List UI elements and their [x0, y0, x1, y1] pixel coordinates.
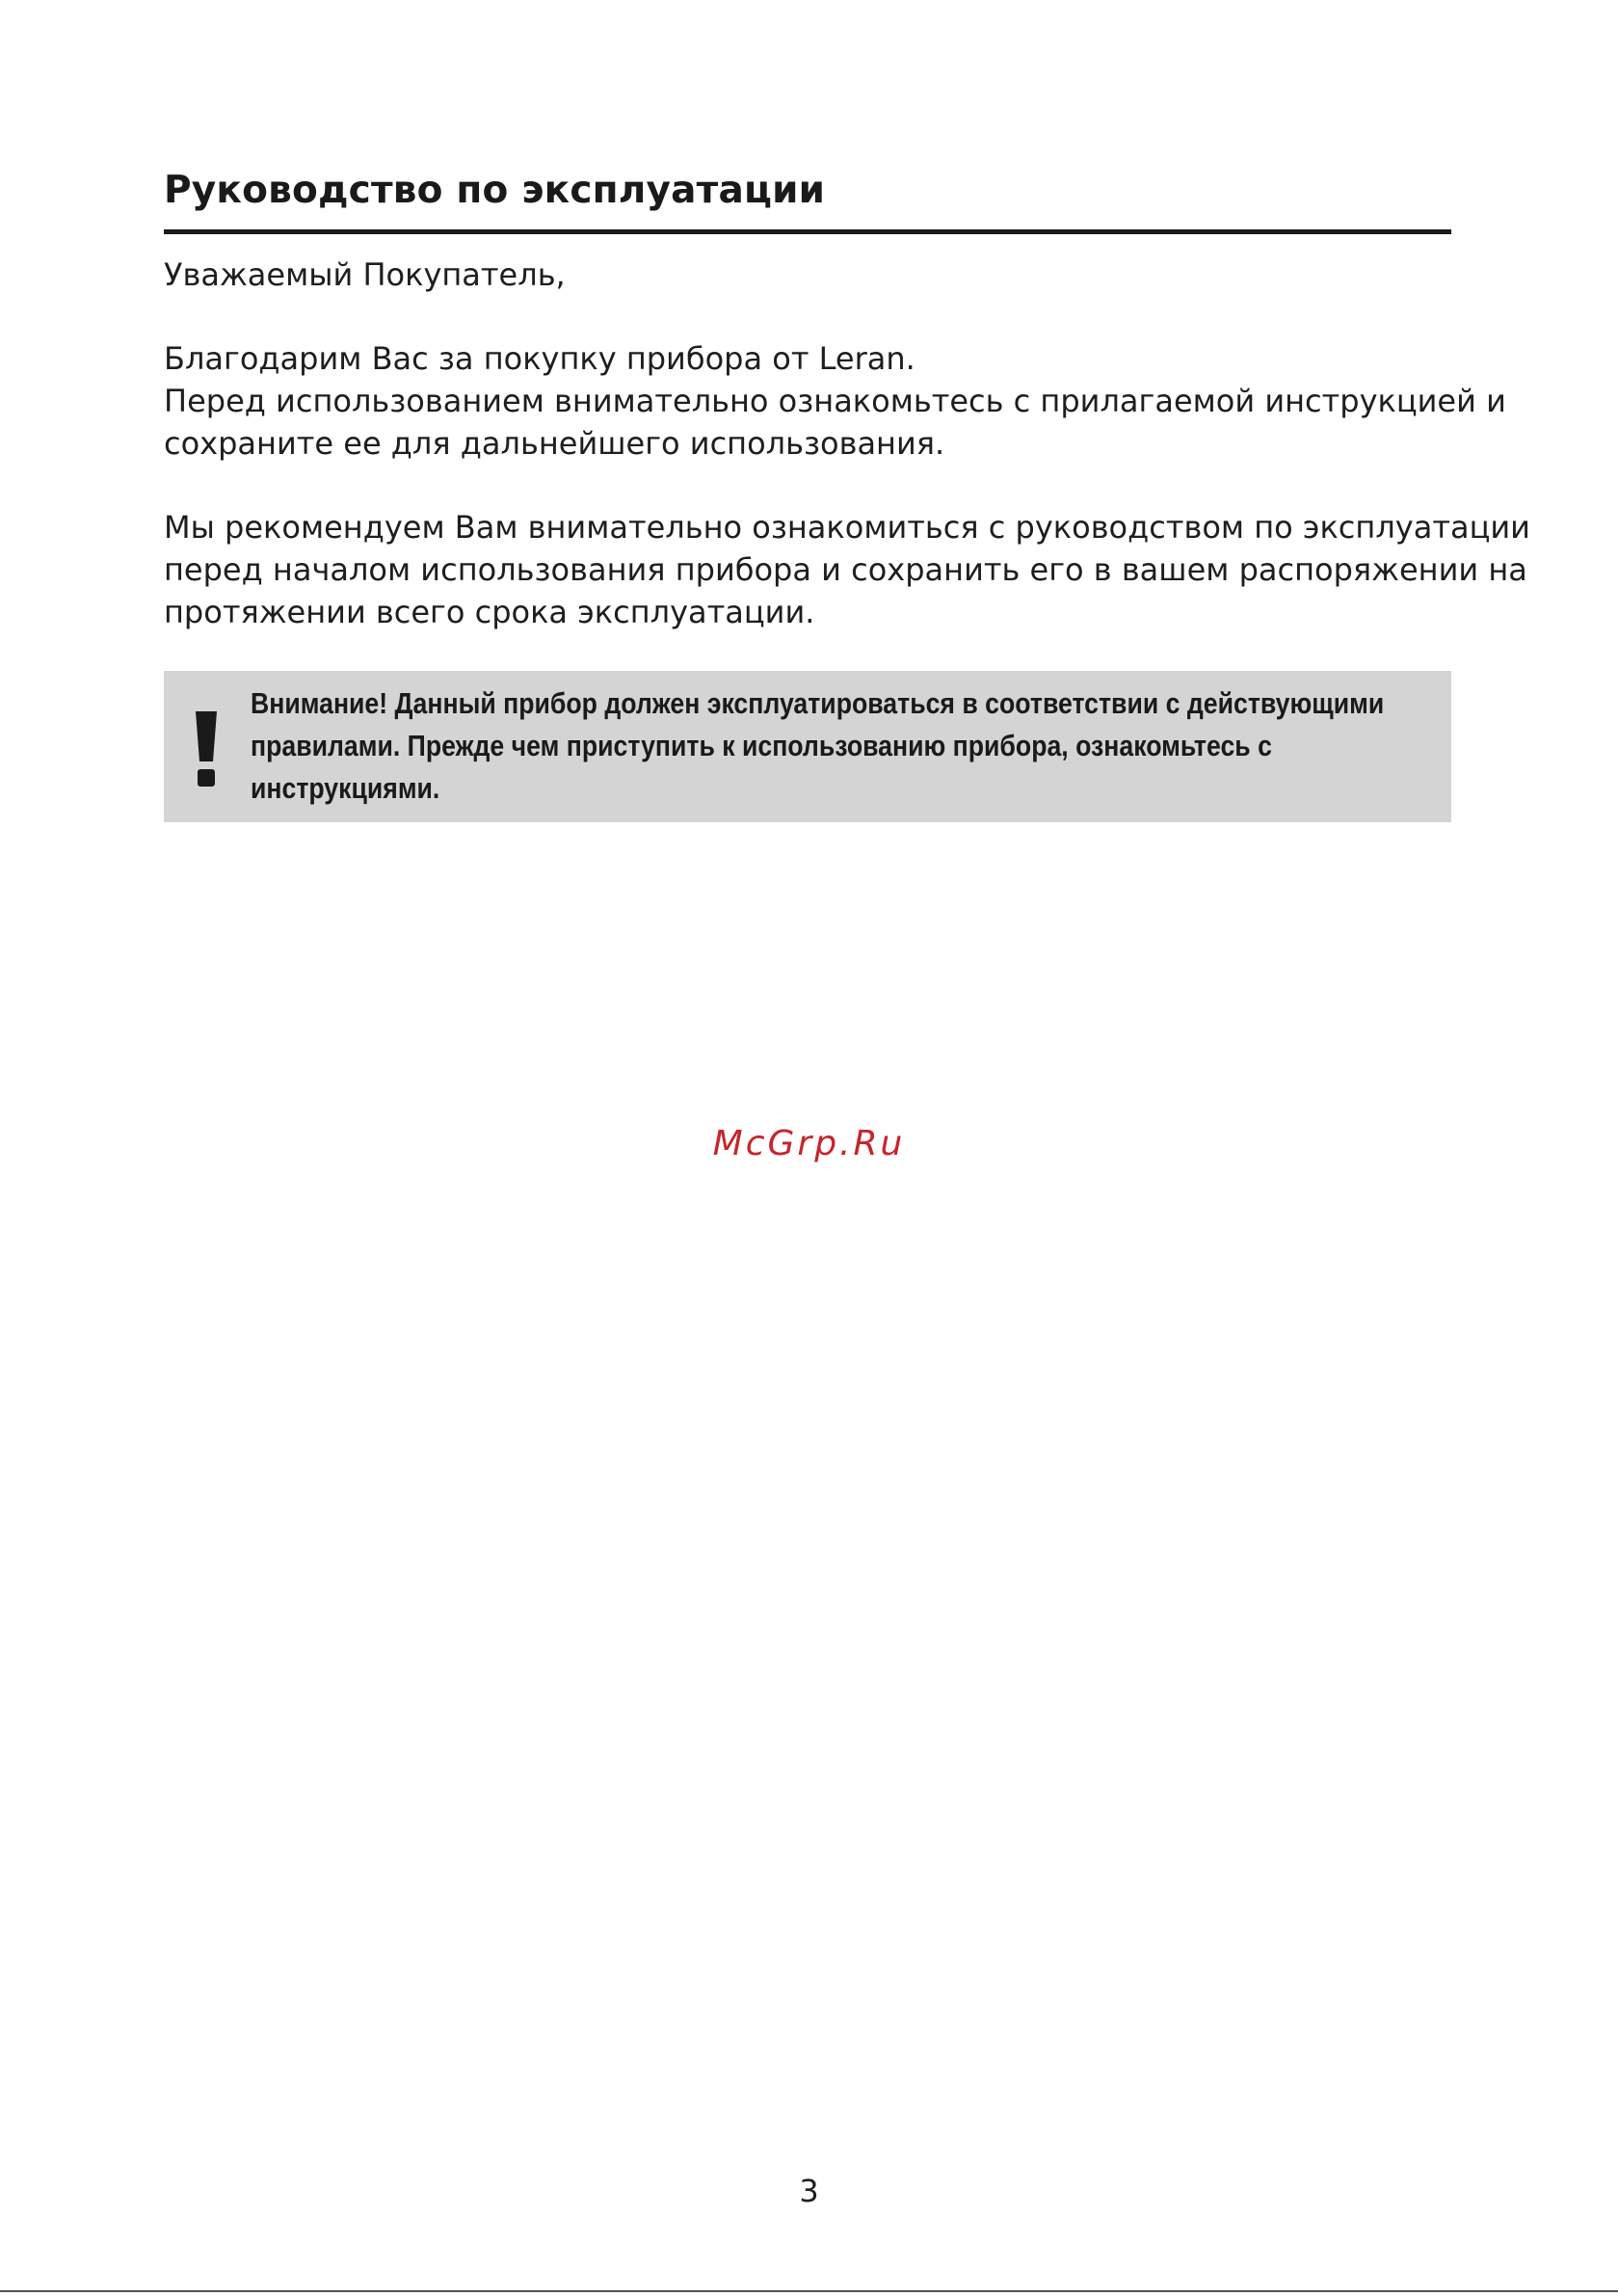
exclamation-icon — [193, 711, 220, 787]
paragraph-line: перед началом использования прибора и сохранить его в вашем распоряжении на — [164, 551, 1527, 588]
bottom-border — [0, 2290, 1618, 2292]
warning-line: Внимание! Данный прибор должен эксплуатироваться в соответствии с действующими — [251, 686, 1385, 720]
paragraph-line: Перед использованием внимательно ознакомьтесь с прилагаемой инструкцией и — [164, 383, 1506, 419]
paragraph-thanks — [164, 337, 1506, 465]
paragraph-line: Благодарим Вас за покупку прибора от Leran. — [164, 340, 915, 377]
paragraph-line: Мы рекомендуем Вам внимательно ознакомиться с руководством по эксплуатации — [164, 509, 1530, 546]
watermark: McGrp.Ru — [712, 1124, 906, 1163]
warning-box — [164, 671, 1451, 822]
paragraph-recommend — [164, 506, 1530, 633]
page-content — [164, 164, 1530, 822]
page-title: Руководство по эксплуатации — [164, 164, 1451, 234]
page-number: 3 — [799, 2173, 819, 2209]
warning-line: инструкциями. — [251, 771, 440, 805]
warning-text — [251, 682, 1394, 810]
paragraph-line: сохраните ее для дальнейшего использования. — [164, 425, 945, 462]
greeting: Уважаемый Покупатель, — [164, 256, 566, 293]
paragraph-line: протяжении всего срока эксплуатации. — [164, 594, 815, 630]
warning-line: правилами. Прежде чем приступить к использованию прибора, ознакомьтесь с — [251, 729, 1272, 762]
